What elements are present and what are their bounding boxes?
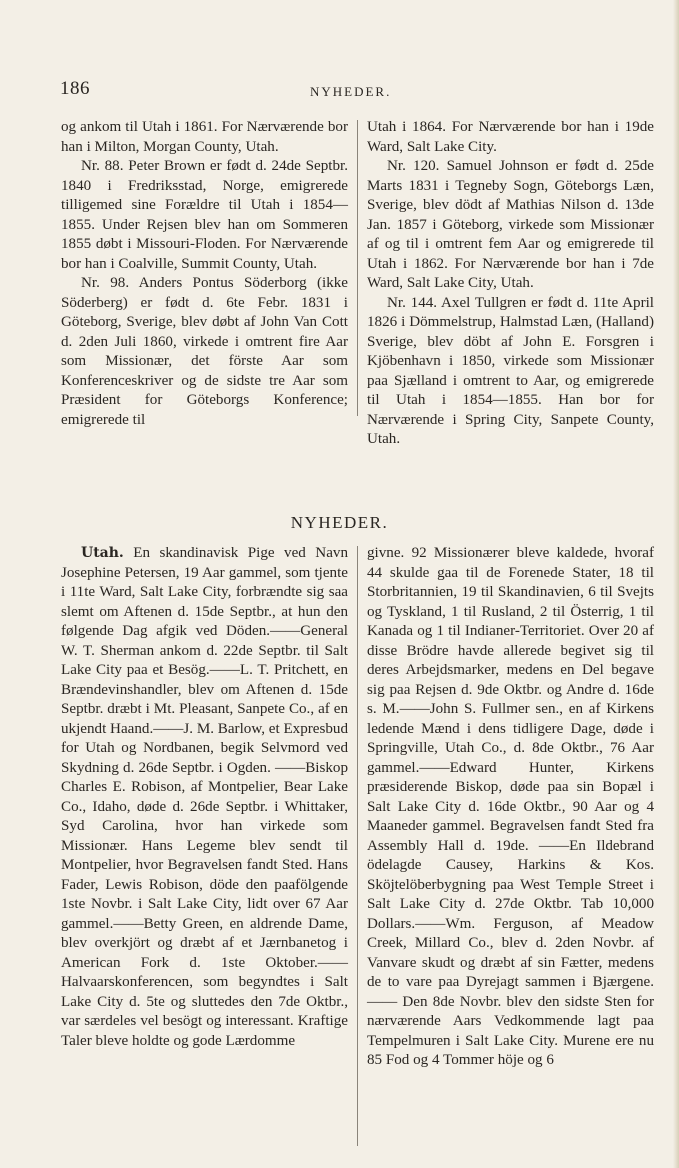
- column-divider: [357, 546, 358, 1146]
- paragraph: Utah i 1864. For Nærværende bor han i 19de Ward, Salt Lake City.: [367, 119, 654, 155]
- bottom-right-column: [367, 544, 654, 1071]
- column-divider: [357, 120, 358, 416]
- paragraph: Nr. 120. Samuel Johnson er født d. 25de Marts 1831 i Tegneby Sogn, Göteborgs Læn, Sverige, blev dödt af Mathias Nilson d. 13de Jan. 1857 i Göteborg, virkede som Missionær af og til i omtrent fem Aar og emigrerede til Utah i 1862. For Nærværende bor han i 7de Ward, Salt Lake City, Utah.: [367, 158, 654, 291]
- news-text: En skandinavisk Pige ved Navn Josephine Petersen, 19 Aar gammel, som tjente i 11te Ward, Salt Lake City, forbrændte sig saa slemt om Aftenen d. 15de Septbr., at hun den følgende Dag afgik ved Döden.——General W. T. Sherman ankom d. 22de Septbr. til Salt Lake City paa et Besög.——L. T. Pritchett, en Brændevinshandler, blev om Aftenen d. 15de Septbr. dræbt i Mt. Pleasant, Sanpete Co., af en ukjendt Haand.——J. M. Barlow, et Expresbud for Utah og Nordbanen, begik Selvmord ved Skydning d. 26de Septbr. i Ogden. ——Biskop Charles E. Robison, af Montpelier, Bear Lake Co., Idaho, døde d. 26de Septbr. i Whittaker, Syd Carolina, hvor han virkede som Missionær. Hans Legeme blev sendt til Montpelier, hvor Begravelsen fandt Sted. Hans Fader, Lewis Robison, döde den paafölgende 1ste Novbr. i Salt Lake City, lidt over 67 Aar gammel.——Betty Green, en aldrende Dame, blev overkjört og dræbt af et Jærnbanetog i American Fork d. 1ste Oktober.——Halvaarskonferencen, som begyndtes i Salt Lake City d. 5te og sluttedes den 7de Oktbr., var særdeles vel besögt og interessant. Kraftige Taler bleve holdte og gode Lærdomme: [61, 545, 349, 1049]
- running-title: NYHEDER.: [310, 84, 392, 99]
- page-number: 186: [60, 78, 90, 99]
- news-lead: Utah.: [81, 545, 124, 561]
- paragraph: Nr. 98. Anders Pontus Söderborg (ikke Söderberg) er født d. 6te Febr. 1831 i Göteborg, Sverige, blev døbt af John Van Cott d. 2den Juli 1860, virkede i omtrent fire Aar som Missionær, det förste Aar som Konferenceskriver og de sidste tre Aar som Præsident for Göteborgs Konference; emigrerede til: [61, 275, 348, 428]
- news-paragraph: [61, 544, 348, 1051]
- paragraph: og ankom til Utah i 1861. For Nærværende bor han i Milton, Morgan County, Utah.: [61, 119, 348, 155]
- bottom-left-column: [61, 544, 348, 1051]
- top-right-column: [367, 118, 654, 450]
- top-left-column: [61, 118, 348, 430]
- page-edge: [673, 0, 679, 1168]
- paragraph: Nr. 88. Peter Brown er født d. 24de Septbr. 1840 i Fredriksstad, Norge, emigrerede tilligemed sine Forældre til Utah i 1854—1855. Under Rejsen blev han om Sommeren 1855 døbt i Missouri-Floden. For Nærværende bor han i Coalville, Summit County, Utah.: [61, 158, 348, 272]
- section-heading: NYHEDER.: [290, 513, 389, 532]
- paragraph: Nr. 144. Axel Tullgren er født d. 11te April 1826 i Dömmelstrup, Halmstad Læn, (Halland) Sverige, blev döbt af John E. Forsgren i Kjöbenhavn i 1850, virkede som Missionær paa Sjælland i omtrent to Aar, og emigrerede til Utah i 1854—1855. Han bor for Nærværende i Spring City, Sanpete County, Utah.: [367, 294, 654, 447]
- news-paragraph: givne. 92 Missionærer bleve kaldede, hvoraf 44 skulde gaa til de Forenede Stater, 18 til Storbritannien, 19 til Skandinavien, 6 til Svejts og Tyskland, 1 til Rusland, 2 til Österrig, 1 til Kanada og 1 til Indianer-Territoriet. Over 20 af disse Brödre havde allerede begivet sig til deres Arbejdsmarker, medens en Del begave sig paa Rejsen d. 9de Oktbr. og Andre d. 16de s. M.——John S. Fullmer sen., en af Kirkens ledende Mænd i dens tidligere Dage, døde i Springville, Utah Co., d. 8de Oktbr., 76 Aar gammel.——Edward Hunter, Kirkens præsiderende Biskop, døde paa sin Bopæl i Salt Lake City d. 16de Oktbr., 90 Aar og 4 Maaneder gammel. Begravelsen fandt Sted fra Assembly Hall d. 19de. ——En Ildebrand ödelagde Causey, Harkins & Kos. Sköjtelöberbygning paa West Temple Street i Salt Lake City d. 27de Oktbr. Tab 10,000 Dollars.——Wm. Ferguson, af Meadow Creek, Millard Co., blev d. 2den Novbr. af Vanvare skudt og dræbt af sin Fætter, medens de to vare paa Dyrejagt sammen i Bjærgene.—— Den 8de Novbr. blev den sidste Sten for nærværende Aars Vedkommende lagt paa Tempelmuren i Salt Lake City. Murene ere nu 85 Fod og 4 Tommer höje og 6: [367, 545, 654, 1068]
